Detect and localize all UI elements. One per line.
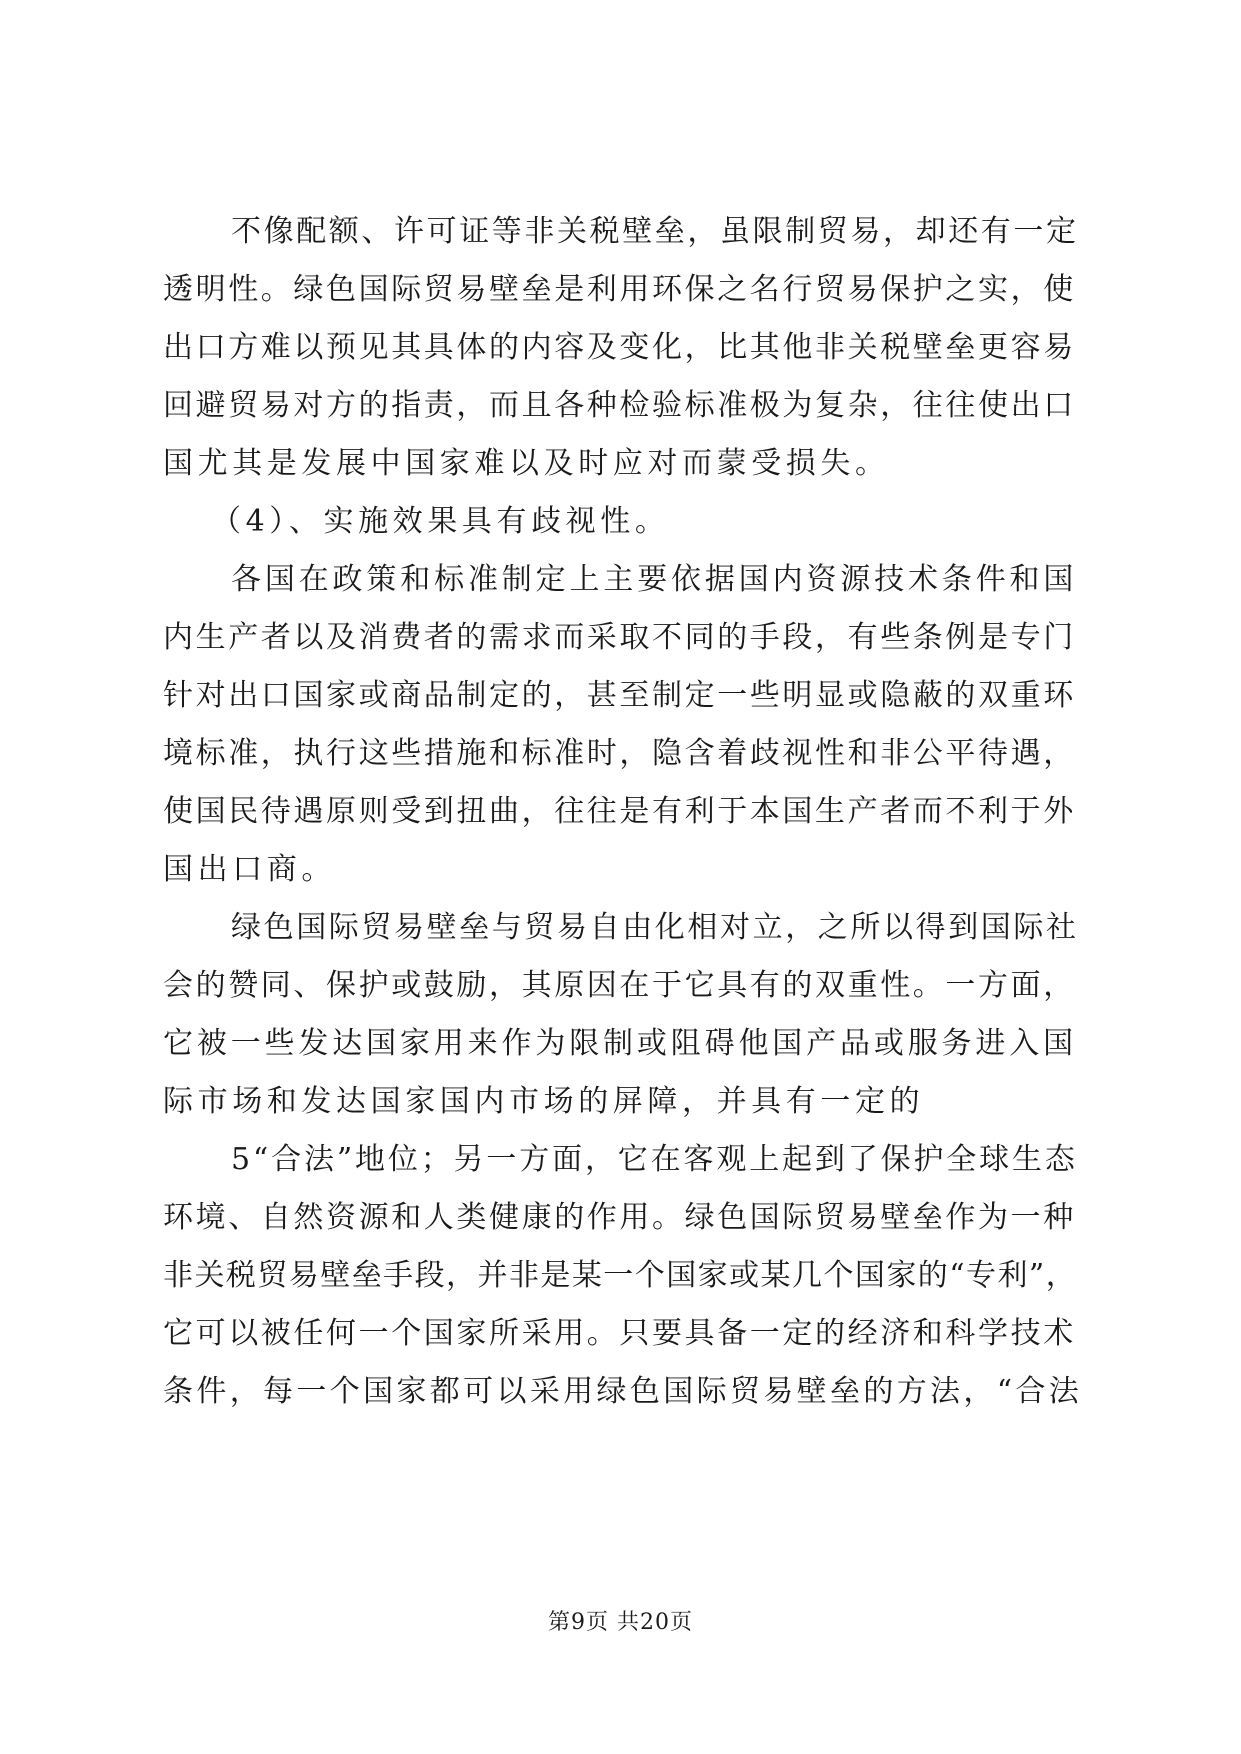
text-line: 非关税贸易壁垒手段，并非是某一个国家或某几个国家的“专利”， <box>163 1258 1078 1293</box>
text-line: 会的赞同、保护或鼓励，其原因在于它具有的双重性。一方面， <box>163 968 1076 1003</box>
text-line: 回避贸易对方的指责，而且各种检验标准极为复杂，往往使出口 <box>163 388 1076 423</box>
text-line: 环境、自然资源和人类健康的作用。绿色国际贸易壁垒作为一种 <box>163 1200 1076 1235</box>
text-line: 出口方难以预见其具体的内容及变化，比其他非关税壁垒更容易 <box>163 330 1076 365</box>
text-line: 各国在政策和标准制定上主要依据国内资源技术条件和国 <box>231 562 1078 597</box>
text-line: 绿色国际贸易壁垒与贸易自由化相对立，之所以得到国际社 <box>231 910 1079 945</box>
text-line: 不像配额、许可证等非关税壁垒，虽限制贸易，却还有一定 <box>231 214 1079 249</box>
text-line: 针对出口国家或商品制定的，甚至制定一些明显或隐蔽的双重环 <box>163 678 1076 713</box>
text-line: 内生产者以及消费者的需求而采取不同的手段，有些条例是专门 <box>163 620 1076 655</box>
text-line: 境标准，执行这些措施和标准时，隐含着歧视性和非公平待遇， <box>163 736 1076 771</box>
text-line: 它被一些发达国家用来作为限制或阻碍他国产品或服务进入国 <box>163 1026 1077 1061</box>
text-line: 条件，每一个国家都可以采用绿色国际贸易壁垒的方法，“合法 <box>163 1374 1083 1409</box>
text-line: 5“合法”地位；另一方面，它在客观上起到了保护全球生态 <box>231 1142 1078 1177</box>
text-line: 国尤其是发展中国家难以及时应对而蒙受损失。 <box>163 446 890 481</box>
section-heading: （4）、实施效果具有歧视性。 <box>211 504 670 539</box>
page-number-footer: 第9页 共20页 <box>548 1610 693 1635</box>
text-line: 透明性。绿色国际贸易壁垒是利用环保之名行贸易保护之实，使 <box>163 272 1076 307</box>
text-line: 国出口商。 <box>163 852 336 887</box>
text-line: 它可以被任何一个国家所采用。只要具备一定的经济和科学技术 <box>163 1316 1076 1351</box>
text-line: 际市场和发达国家国内市场的屏障，并具有一定的 <box>163 1084 925 1119</box>
text-line: 使国民待遇原则受到扭曲，往往是有利于本国生产者而不利于外 <box>163 794 1076 829</box>
